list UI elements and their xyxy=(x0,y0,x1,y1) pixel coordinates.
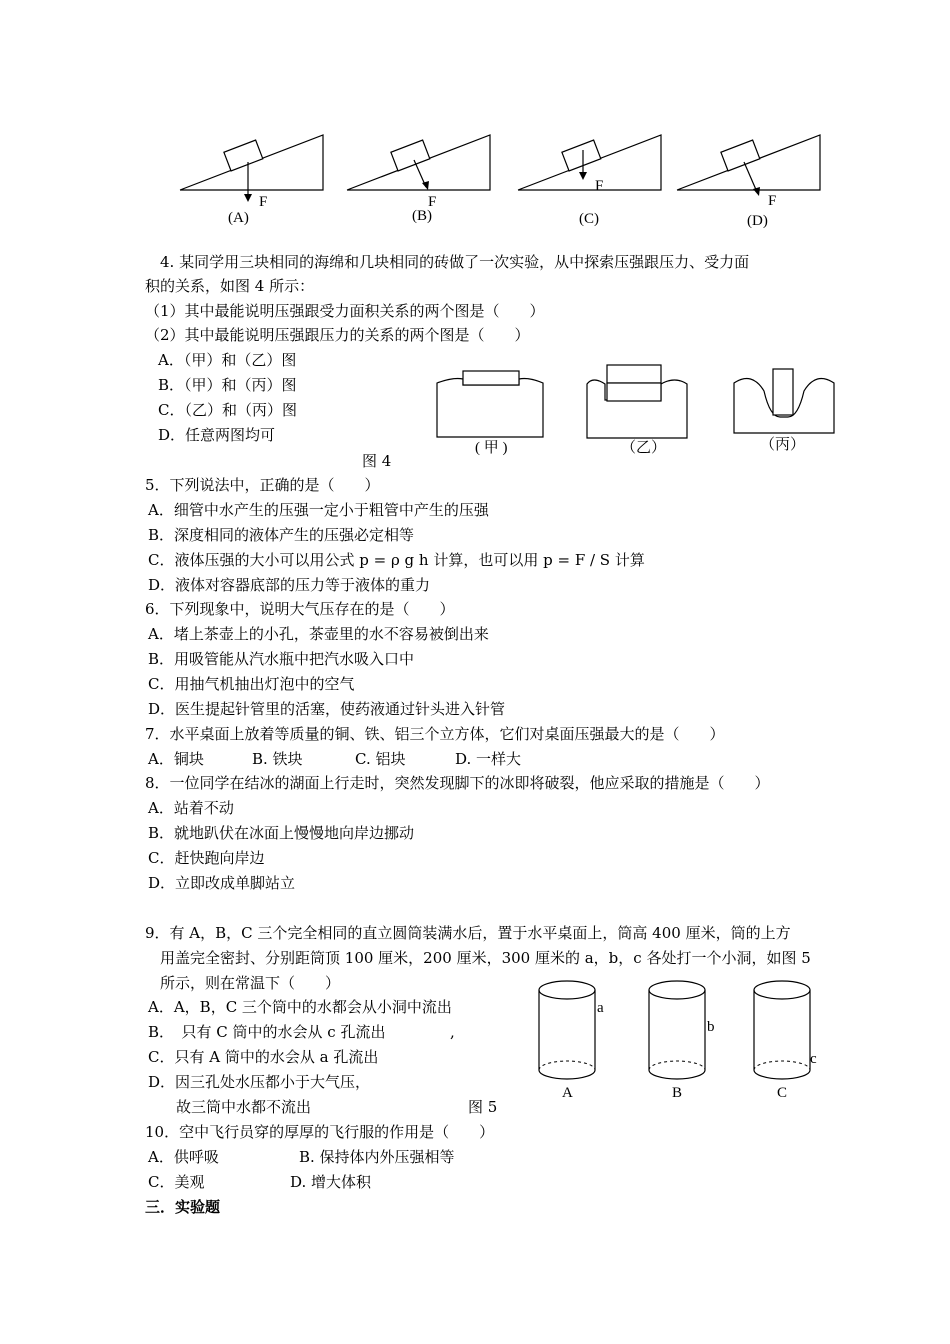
q9-option-d: D．因三孔处水压都小于大气压， xyxy=(148,1073,371,1091)
q4-sub1: （1）其中最能说明压强跟受力面积关系的两个图是（ ） xyxy=(145,302,545,320)
q5-option-d: D．液体对容器底部的压力等于液体的重力 xyxy=(148,576,431,594)
q10-option-b: B. 保持体内外压强相等 xyxy=(299,1148,455,1166)
q9-option-c: C．只有 A 筒中的水会从 a 孔流出 xyxy=(148,1048,379,1066)
q8-option-b: B．就地趴伏在冰面上慢慢地向岸边挪动 xyxy=(148,824,415,842)
cylinder-label: B xyxy=(672,1085,683,1101)
q10-option-d: D. 增大体积 xyxy=(290,1173,372,1191)
panel-label: （乙） xyxy=(621,440,667,456)
q6-stem: 6．下列现象中，说明大气压存在的是（ ） xyxy=(145,600,455,618)
hole-label: a xyxy=(597,1000,604,1016)
figure-label: (A) xyxy=(228,210,249,226)
q10-option-c: C．美观 xyxy=(148,1173,205,1191)
q8-option-d: D．立即改成单脚站立 xyxy=(148,874,296,892)
q5-option-c: C．液体压强的大小可以用公式 p = ρ g h 计算，也可以用 p = F / S 计算 xyxy=(148,551,645,569)
q9-option-d-cont: 故三筒中水都不流出 xyxy=(176,1098,312,1116)
cylinder-label: C xyxy=(777,1085,788,1101)
q5-option-a: A．细管中水产生的压强一定小于粗管中产生的压强 xyxy=(148,501,489,519)
force-label: F xyxy=(768,193,777,209)
q9-stem-line1: 9．有 A，B，C 三个完全相同的直立圆筒装满水后，置于水平桌面上，筒高 400 厘米，筒的上方 xyxy=(145,924,791,942)
q4-stem-line1: 4. 某同学用三块相同的海绵和几块相同的砖做了一次实验，从中探索压强跟压力、受力面 xyxy=(160,253,750,271)
incline-figure-c xyxy=(513,130,673,230)
q6-option-c: C．用抽气机抽出灯泡中的空气 xyxy=(148,675,355,693)
q4-sub2: （2）其中最能说明压强跟压力的关系的两个图是（ ） xyxy=(145,326,530,344)
q8-stem: 8．一位同学在结冰的湖面上行走时，突然发现脚下的冰即将破裂，他应采取的措施是（ ） xyxy=(145,774,770,792)
incline-figure-d xyxy=(672,130,832,230)
force-label: F xyxy=(428,194,437,210)
q9-stem-line3: 所示，则在常温下（ ） xyxy=(160,974,341,992)
figure-label: (D) xyxy=(747,213,768,229)
section-3-heading: 三．实验题 xyxy=(145,1198,221,1216)
figure-4-caption: 图 4 xyxy=(362,452,392,470)
hole-label: c xyxy=(810,1051,817,1067)
figure-label: (C) xyxy=(579,211,599,227)
incline-figure-b xyxy=(342,130,502,230)
panel-label: ( 甲 ) xyxy=(475,440,508,456)
cylinder-a xyxy=(535,978,615,1103)
q6-option-d: D．医生提起针管里的活塞，使药液通过针头进入针管 xyxy=(148,700,506,718)
q6-option-b: B．用吸管能从汽水瓶中把汽水吸入口中 xyxy=(148,650,415,668)
q4-option-b: B．（甲）和（丙）图 xyxy=(158,376,297,394)
hole-label: b xyxy=(707,1019,715,1035)
q4-option-c: C．（乙）和（丙）图 xyxy=(158,401,297,419)
q4-stem-line2: 积的关系，如图 4 所示： xyxy=(145,277,315,295)
figure-label: (B) xyxy=(412,208,432,224)
q9-stem-line2: 用盖完全密封、分别距筒顶 100 厘米，200 厘米，300 厘米的 a，b，c 各处打一个小洞，如图 5 xyxy=(160,949,811,967)
q9-option-a: A．A，B，C 三个筒中的水都会从小洞中流出 xyxy=(148,998,452,1016)
sponge-figure-bing xyxy=(730,365,840,455)
sponge-figure-jia xyxy=(433,365,548,460)
q4-option-d: D．任意两图均可 xyxy=(158,426,276,444)
q8-option-c: C．赶快跑向岸边 xyxy=(148,849,265,867)
q7-stem: 7．水平桌面上放着等质量的铜、铁、铝三个立方体，它们对桌面压强最大的是（ ） xyxy=(145,725,725,743)
force-label: F xyxy=(595,178,604,194)
q9-option-b: B． 只有 C 筒中的水会从 c 孔流出 xyxy=(148,1023,386,1041)
q9-stray-mark: , xyxy=(450,1023,455,1041)
q7-option-d: D. 一样大 xyxy=(455,750,522,768)
force-label: F xyxy=(259,194,268,210)
q7-option-a: A．铜块 xyxy=(148,750,204,768)
q4-option-a: A．（甲）和（乙）图 xyxy=(158,351,297,369)
cylinder-label: A xyxy=(562,1085,573,1101)
q6-option-a: A．堵上茶壶上的小孔，茶壶里的水不容易被倒出来 xyxy=(148,625,489,643)
cylinder-c xyxy=(750,978,830,1103)
q7-option-c: C. 铝块 xyxy=(355,750,406,768)
q5-option-b: B．深度相同的液体产生的压强必定相等 xyxy=(148,526,415,544)
cylinder-b xyxy=(645,978,725,1103)
q5-stem: 5．下列说法中，正确的是（ ） xyxy=(145,476,380,494)
q10-stem: 10．空中飞行员穿的厚厚的飞行服的作用是（ ） xyxy=(145,1123,495,1141)
q7-option-b: B. 铁块 xyxy=(252,750,303,768)
figure-5-caption: 图 5 xyxy=(468,1098,498,1116)
q10-option-a: A．供呼吸 xyxy=(148,1148,219,1166)
incline-figure-a xyxy=(175,130,335,230)
q8-option-a: A．站着不动 xyxy=(148,799,234,817)
sponge-figure-yi xyxy=(583,360,693,460)
panel-label: （丙） xyxy=(760,437,806,453)
